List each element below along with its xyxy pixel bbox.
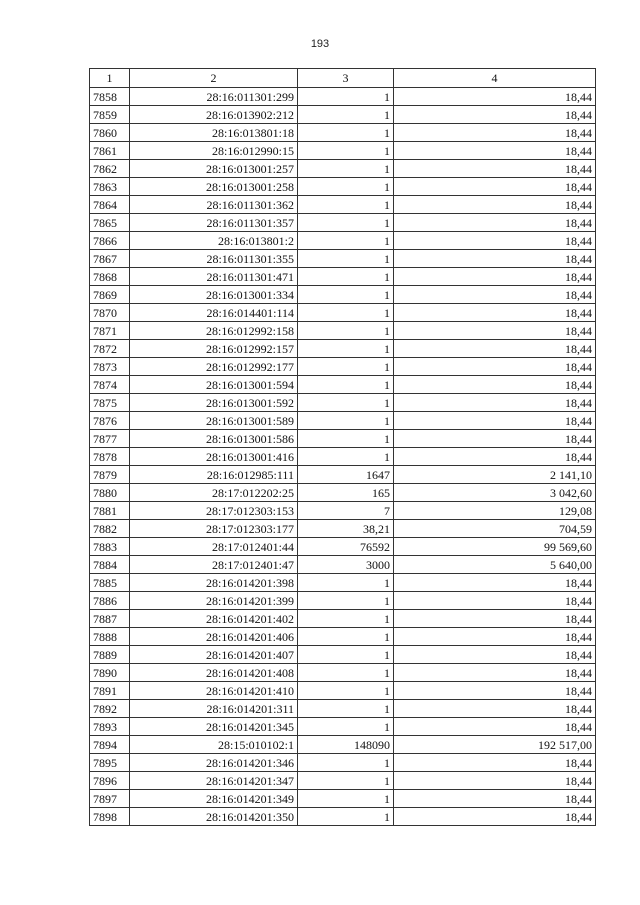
row-number-cell: 7864 — [90, 196, 130, 214]
amount-cell: 18,44 — [394, 628, 596, 646]
table-row — [90, 430, 596, 448]
quantity-cell: 1 — [298, 214, 394, 232]
amount-cell: 5 640,00 — [394, 556, 596, 574]
row-number-cell: 7890 — [90, 664, 130, 682]
quantity-cell: 1 — [298, 394, 394, 412]
quantity-cell: 1 — [298, 106, 394, 124]
row-number-cell: 7863 — [90, 178, 130, 196]
quantity-cell: 1 — [298, 142, 394, 160]
amount-cell: 18,44 — [394, 430, 596, 448]
cadastral-number-cell: 28:16:011301:355 — [130, 250, 298, 268]
cadastral-number-cell: 28:16:011301:299 — [130, 88, 298, 106]
quantity-cell: 7 — [298, 502, 394, 520]
table-row — [90, 88, 596, 106]
registry-table — [89, 68, 596, 826]
amount-cell: 18,44 — [394, 196, 596, 214]
table-row — [90, 538, 596, 556]
table-row — [90, 610, 596, 628]
cadastral-number-cell: 28:16:014201:349 — [130, 790, 298, 808]
table-row — [90, 178, 596, 196]
cadastral-number-cell: 28:17:012401:47 — [130, 556, 298, 574]
table-row — [90, 232, 596, 250]
cadastral-number-cell: 28:16:013001:586 — [130, 430, 298, 448]
amount-cell: 18,44 — [394, 772, 596, 790]
amount-cell: 18,44 — [394, 88, 596, 106]
table-row — [90, 142, 596, 160]
cadastral-number-cell: 28:16:013001:416 — [130, 448, 298, 466]
row-number-cell: 7860 — [90, 124, 130, 142]
cadastral-number-cell: 28:16:012992:158 — [130, 322, 298, 340]
cadastral-number-cell: 28:16:012992:157 — [130, 340, 298, 358]
table-row — [90, 574, 596, 592]
table-row — [90, 502, 596, 520]
row-number-cell: 7865 — [90, 214, 130, 232]
table-row — [90, 412, 596, 430]
row-number-cell: 7898 — [90, 808, 130, 826]
quantity-cell: 1 — [298, 88, 394, 106]
row-number-cell: 7871 — [90, 322, 130, 340]
quantity-cell: 1 — [298, 196, 394, 214]
quantity-cell: 1 — [298, 124, 394, 142]
row-number-cell: 7875 — [90, 394, 130, 412]
amount-cell: 129,08 — [394, 502, 596, 520]
column-header-1: 1 — [90, 69, 130, 88]
cadastral-number-cell: 28:16:014201:410 — [130, 682, 298, 700]
table-row — [90, 754, 596, 772]
row-number-cell: 7895 — [90, 754, 130, 772]
amount-cell: 18,44 — [394, 574, 596, 592]
table-row — [90, 736, 596, 754]
cadastral-number-cell: 28:16:014201:350 — [130, 808, 298, 826]
table-row — [90, 664, 596, 682]
quantity-cell: 1 — [298, 610, 394, 628]
row-number-cell: 7873 — [90, 358, 130, 376]
table-row — [90, 592, 596, 610]
quantity-cell: 1 — [298, 790, 394, 808]
amount-cell: 18,44 — [394, 754, 596, 772]
quantity-cell: 1 — [298, 700, 394, 718]
table-row — [90, 394, 596, 412]
table-row — [90, 124, 596, 142]
row-number-cell: 7877 — [90, 430, 130, 448]
column-header-2: 2 — [130, 69, 298, 88]
amount-cell: 18,44 — [394, 340, 596, 358]
column-header-3: 3 — [298, 69, 394, 88]
row-number-cell: 7868 — [90, 268, 130, 286]
cadastral-number-cell: 28:16:014201:407 — [130, 646, 298, 664]
amount-cell: 99 569,60 — [394, 538, 596, 556]
quantity-cell: 38,21 — [298, 520, 394, 538]
table-row — [90, 160, 596, 178]
table-row — [90, 466, 596, 484]
row-number-cell: 7859 — [90, 106, 130, 124]
cadastral-number-cell: 28:16:012990:15 — [130, 142, 298, 160]
cadastral-number-cell: 28:16:014401:114 — [130, 304, 298, 322]
cadastral-number-cell: 28:16:013001:594 — [130, 376, 298, 394]
quantity-cell: 1 — [298, 286, 394, 304]
cadastral-number-cell: 28:15:010102:1 — [130, 736, 298, 754]
row-number-cell: 7889 — [90, 646, 130, 664]
cadastral-number-cell: 28:17:012202:25 — [130, 484, 298, 502]
table-row — [90, 700, 596, 718]
row-number-cell: 7869 — [90, 286, 130, 304]
cadastral-number-cell: 28:16:011301:362 — [130, 196, 298, 214]
quantity-cell: 1 — [298, 574, 394, 592]
row-number-cell: 7891 — [90, 682, 130, 700]
amount-cell: 18,44 — [394, 808, 596, 826]
quantity-cell: 1 — [298, 646, 394, 664]
cadastral-number-cell: 28:16:011301:471 — [130, 268, 298, 286]
cadastral-number-cell: 28:16:012992:177 — [130, 358, 298, 376]
row-number-cell: 7862 — [90, 160, 130, 178]
amount-cell: 18,44 — [394, 214, 596, 232]
cadastral-number-cell: 28:16:013001:589 — [130, 412, 298, 430]
quantity-cell: 1 — [298, 592, 394, 610]
amount-cell: 18,44 — [394, 232, 596, 250]
quantity-cell: 3000 — [298, 556, 394, 574]
row-number-cell: 7897 — [90, 790, 130, 808]
amount-cell: 18,44 — [394, 160, 596, 178]
row-number-cell: 7881 — [90, 502, 130, 520]
table-row — [90, 106, 596, 124]
table-row — [90, 214, 596, 232]
cadastral-number-cell: 28:16:014201:402 — [130, 610, 298, 628]
cadastral-number-cell: 28:16:014201:406 — [130, 628, 298, 646]
quantity-cell: 1 — [298, 340, 394, 358]
amount-cell: 18,44 — [394, 664, 596, 682]
amount-cell: 18,44 — [394, 304, 596, 322]
amount-cell: 18,44 — [394, 700, 596, 718]
table-row — [90, 484, 596, 502]
cadastral-number-cell: 28:16:012985:111 — [130, 466, 298, 484]
table-row — [90, 520, 596, 538]
quantity-cell: 148090 — [298, 736, 394, 754]
table-row — [90, 682, 596, 700]
quantity-cell: 1647 — [298, 466, 394, 484]
row-number-cell: 7878 — [90, 448, 130, 466]
amount-cell: 18,44 — [394, 412, 596, 430]
row-number-cell: 7885 — [90, 574, 130, 592]
amount-cell: 18,44 — [394, 142, 596, 160]
table-row — [90, 628, 596, 646]
row-number-cell: 7872 — [90, 340, 130, 358]
row-number-cell: 7874 — [90, 376, 130, 394]
row-number-cell: 7880 — [90, 484, 130, 502]
amount-cell: 18,44 — [394, 250, 596, 268]
cadastral-number-cell: 28:16:013902:212 — [130, 106, 298, 124]
amount-cell: 18,44 — [394, 790, 596, 808]
cadastral-number-cell: 28:16:014201:346 — [130, 754, 298, 772]
table-row — [90, 646, 596, 664]
quantity-cell: 1 — [298, 268, 394, 286]
quantity-cell: 1 — [298, 754, 394, 772]
table-row — [90, 448, 596, 466]
quantity-cell: 1 — [298, 160, 394, 178]
quantity-cell: 165 — [298, 484, 394, 502]
table-row — [90, 286, 596, 304]
amount-cell: 18,44 — [394, 286, 596, 304]
page-number: 193 — [310, 38, 330, 50]
amount-cell: 18,44 — [394, 682, 596, 700]
amount-cell: 704,59 — [394, 520, 596, 538]
quantity-cell: 1 — [298, 304, 394, 322]
amount-cell: 18,44 — [394, 448, 596, 466]
table-row — [90, 358, 596, 376]
amount-cell: 2 141,10 — [394, 466, 596, 484]
cadastral-number-cell: 28:16:014201:399 — [130, 592, 298, 610]
table-row — [90, 250, 596, 268]
cadastral-number-cell: 28:16:014201:345 — [130, 718, 298, 736]
cadastral-number-cell: 28:16:013001:592 — [130, 394, 298, 412]
table-row — [90, 322, 596, 340]
quantity-cell: 1 — [298, 448, 394, 466]
row-number-cell: 7883 — [90, 538, 130, 556]
row-number-cell: 7884 — [90, 556, 130, 574]
cadastral-number-cell: 28:17:012303:153 — [130, 502, 298, 520]
row-number-cell: 7861 — [90, 142, 130, 160]
amount-cell: 18,44 — [394, 718, 596, 736]
table-body — [90, 88, 596, 826]
table-row — [90, 808, 596, 826]
column-header-4: 4 — [394, 69, 596, 88]
cadastral-number-cell: 28:16:011301:357 — [130, 214, 298, 232]
cadastral-number-cell: 28:16:014201:347 — [130, 772, 298, 790]
row-number-cell: 7876 — [90, 412, 130, 430]
table-row — [90, 340, 596, 358]
row-number-cell: 7867 — [90, 250, 130, 268]
table-row — [90, 268, 596, 286]
table-row — [90, 790, 596, 808]
table-header — [90, 69, 596, 88]
cadastral-number-cell: 28:16:014201:311 — [130, 700, 298, 718]
row-number-cell: 7866 — [90, 232, 130, 250]
amount-cell: 18,44 — [394, 178, 596, 196]
amount-cell: 18,44 — [394, 124, 596, 142]
amount-cell: 18,44 — [394, 358, 596, 376]
amount-cell: 18,44 — [394, 376, 596, 394]
quantity-cell: 1 — [298, 664, 394, 682]
table-row — [90, 556, 596, 574]
row-number-cell: 7888 — [90, 628, 130, 646]
quantity-cell: 1 — [298, 628, 394, 646]
row-number-cell: 7879 — [90, 466, 130, 484]
amount-cell: 18,44 — [394, 268, 596, 286]
table-row — [90, 196, 596, 214]
row-number-cell: 7896 — [90, 772, 130, 790]
amount-cell: 18,44 — [394, 592, 596, 610]
cadastral-number-cell: 28:17:012401:44 — [130, 538, 298, 556]
cadastral-number-cell: 28:16:013001:334 — [130, 286, 298, 304]
cadastral-number-cell: 28:16:013001:257 — [130, 160, 298, 178]
cadastral-number-cell: 28:16:013801:2 — [130, 232, 298, 250]
amount-cell: 18,44 — [394, 610, 596, 628]
quantity-cell: 1 — [298, 376, 394, 394]
amount-cell: 192 517,00 — [394, 736, 596, 754]
row-number-cell: 7894 — [90, 736, 130, 754]
amount-cell: 18,44 — [394, 106, 596, 124]
cadastral-number-cell: 28:16:014201:398 — [130, 574, 298, 592]
quantity-cell: 1 — [298, 232, 394, 250]
header-row — [90, 69, 596, 88]
quantity-cell: 1 — [298, 322, 394, 340]
quantity-cell: 1 — [298, 682, 394, 700]
quantity-cell: 1 — [298, 250, 394, 268]
quantity-cell: 1 — [298, 412, 394, 430]
quantity-cell: 1 — [298, 358, 394, 376]
cadastral-number-cell: 28:16:013801:18 — [130, 124, 298, 142]
quantity-cell: 76592 — [298, 538, 394, 556]
row-number-cell: 7892 — [90, 700, 130, 718]
table-row — [90, 304, 596, 322]
row-number-cell: 7893 — [90, 718, 130, 736]
row-number-cell: 7887 — [90, 610, 130, 628]
quantity-cell: 1 — [298, 178, 394, 196]
table-row — [90, 376, 596, 394]
amount-cell: 18,44 — [394, 322, 596, 340]
row-number-cell: 7882 — [90, 520, 130, 538]
cadastral-number-cell: 28:17:012303:177 — [130, 520, 298, 538]
table-row — [90, 772, 596, 790]
cadastral-number-cell: 28:16:014201:408 — [130, 664, 298, 682]
quantity-cell: 1 — [298, 772, 394, 790]
cadastral-number-cell: 28:16:013001:258 — [130, 178, 298, 196]
row-number-cell: 7870 — [90, 304, 130, 322]
row-number-cell: 7858 — [90, 88, 130, 106]
row-number-cell: 7886 — [90, 592, 130, 610]
quantity-cell: 1 — [298, 430, 394, 448]
quantity-cell: 1 — [298, 718, 394, 736]
table-row — [90, 718, 596, 736]
amount-cell: 18,44 — [394, 646, 596, 664]
amount-cell: 3 042,60 — [394, 484, 596, 502]
amount-cell: 18,44 — [394, 394, 596, 412]
quantity-cell: 1 — [298, 808, 394, 826]
